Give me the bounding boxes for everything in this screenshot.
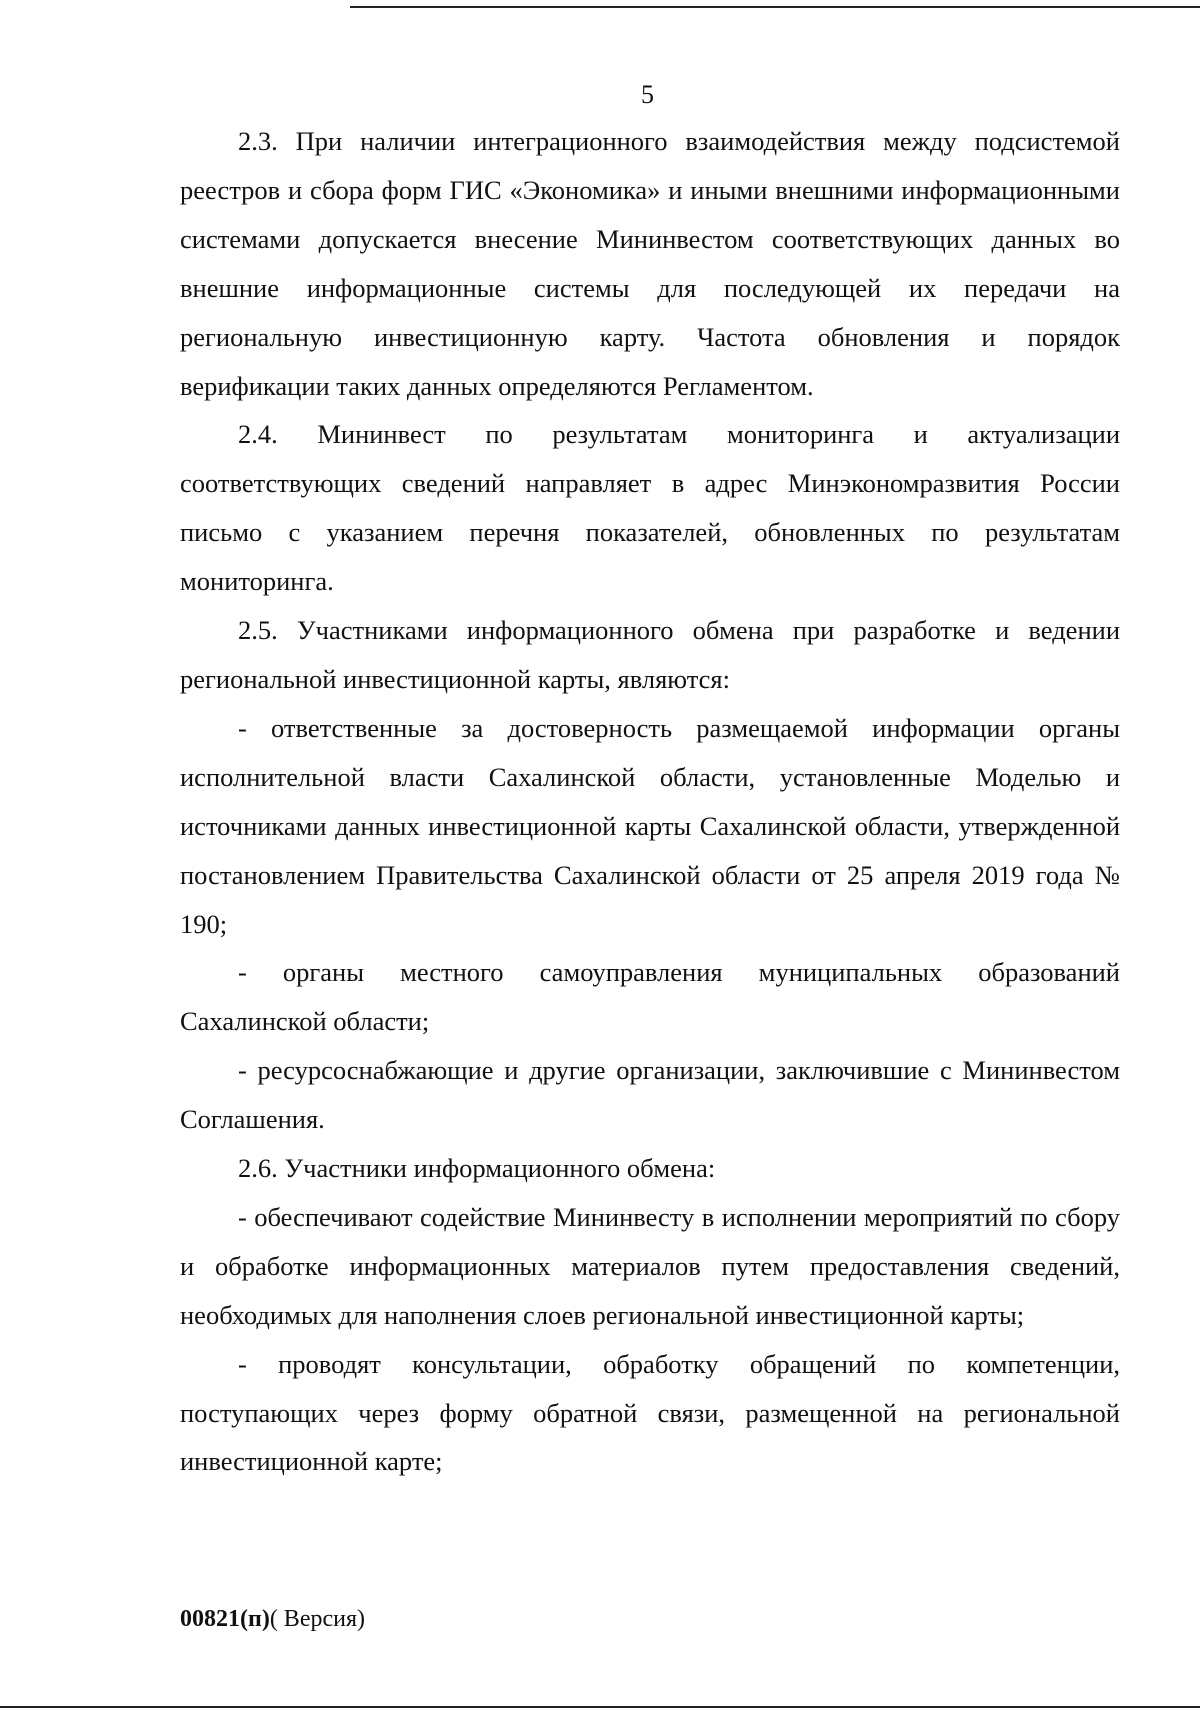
list-item-assistance: - обеспечивают содействие Мининвесту в исполнении мероприятий по сбору и обработке информационных материалов путем предоставления сведений, необходимых для наполнения слоев региональной инвестиционной карты; [180,1201,1120,1330]
document-body [180,117,1120,1486]
paragraph-2-5: 2.5. Участниками информационного обмена при разработке и ведении региональной инвестиционной карты, являются: [180,615,1120,694]
document-footer [180,1604,365,1634]
paragraph-2-6: 2.6. Участники информационного обмена: [238,1153,716,1184]
scan-edge-top [350,6,1200,8]
paragraph-2-4: 2.4. Мининвест по результатам мониторинга и актуализации соответствующих сведений направляет в адрес Минэкономразвития России письмо с указанием перечня показателей, обновленных по результатам мониторинга. [180,419,1120,597]
document-version: ( Версия) [269,1606,365,1632]
list-item-local-government: - органы местного самоуправления муниципальных образований Сахалинской области; [180,957,1120,1037]
page-number: 5 [641,80,654,109]
scan-edge-bottom [0,1706,1200,1708]
list-item-resource-organizations: - ресурсоснабжающие и другие организации, заключившие с Мининвестом Соглашения. [180,1055,1120,1135]
paragraph-2-3: 2.3. При наличии интеграционного взаимодействия между подсистемой реестров и сбора форм ГИС «Экономика» и иными внешними информационными системами допускается внесение Мининвестом соответствующих данных во внешние информационные системы для последующей их передачи на региональную инвестиционную карту. Частота обновления и порядок верификации таких данных определяются Регламентом. [180,126,1120,401]
document-code: 00821(п) [180,1606,270,1632]
list-item-consultations: - проводят консультации, обработку обращений по компетенции, поступающих через форму обратной связи, размещенной на региональной инвестиционной карте; [180,1348,1120,1477]
list-item-executive-bodies: - ответственные за достоверность размещаемой информации органы исполнительной власти Сахалинской области, установленные Моделью и источниками данных инвестиционной карты Сахалинской области, утвержденной постановлением Правительства Сахалинской области от 25 апреля 2019 года № 190; [180,712,1120,939]
